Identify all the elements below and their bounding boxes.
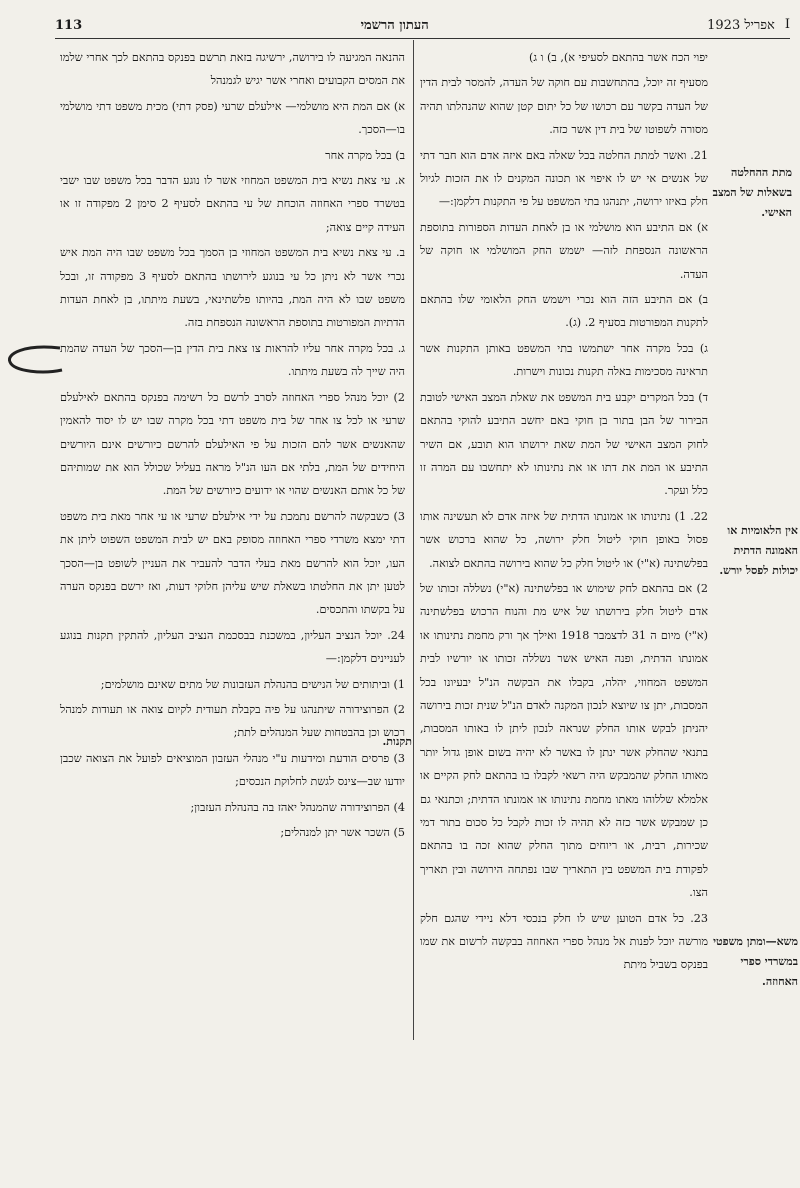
paragraph: ב. עי צאת נשיא בית המשפט המחוזי בן הסמך בכל משפט שבו היה המת איש נכרי אשר לא ניתן כל עי בנוגע לירושתו בהתאם לסעיף 3 מפקודה זו, ובכל משפט שבו לא היה המת, בהיותו פלשתינאי, בשעת מיתתו, בן לאחת העדות הדתיות המפורטות בתוספת הראשונה הנספחת בזה. (60, 246, 405, 330)
paragraph: 2) יוכל מנהל ספרי האחוזה לסרב לרשם כל רשימה בפנקס בהתאם לאילעלם שרעי או לכל צו אחר של בית משפט דתי בכל מקרה שבו יש לו יסוד להאמין שהאנשים אשר להם הזכות על פי האילעלם להרשם כיורשים אינם היורשים היחידים של המת, בלתי אם העו הנ"ל מראה בעליל שכולל הוא את שמותיהם של כל אותם האנשים שהוי או ידועים כיורשים של המת. (60, 390, 405, 498)
paragraph: 22. 1) נתינותו או אמונתו הדתית של איזה אדם לא תעשינה אותו פסול באופן חוקי ליטול חלק ירושה, כל שהוא ברכוש אשר בפלשתינה (א"י) או ליטול חלק כל שהוא בירושה בהתאם לצואה. (420, 509, 708, 570)
page-header (55, 14, 790, 36)
staple-mark-icon (4, 340, 64, 380)
header-date: אפריל 1923 (707, 18, 775, 33)
paragraph: ב) בכל מקרה אחר (325, 148, 405, 162)
sidenote-nationality-religion: אין הלאומיות או האמונה הדתית יכולות לפסל יורש. (719, 524, 798, 577)
paragraph: מסעיף זה יוכל, בהתחשבות עם חוקה של העדה, להמסר לבית הדין של העדה בקשר עם רכושו של כל יתום קטן שהוא שהנהלתו תהיה מסורה לשפוטו של בית דין אשר כזה. (420, 76, 708, 137)
header-journal-title: העתון הרשמי (360, 18, 429, 33)
paragraph: א) אם המת היא מושלמי— אילעלם שרעי (פסק דתי) מכית משפט דתי מושלמי בו—הסכך. (60, 99, 405, 137)
paragraph: ג) בכל מקרה אחר ישתמשו בתי המשפט באותן התקנות אשר תראינה מסכימות באלה תקנות נכונות וישרות. (420, 341, 708, 379)
paragraph: 24. יוכל הנציב העליון, במשכנת בבסכמת הנציב העליון, להתקין תקנות בנוגע לעניינים דלקמן:— (60, 628, 405, 666)
header-part: I (784, 17, 790, 32)
column-divider (413, 40, 414, 1040)
header-rule (55, 38, 790, 39)
right-column (420, 46, 708, 979)
paragraph: 1) וביתותים של הנישים בהנהלת העזבונות של מתים שאינם מושלמים; (100, 677, 405, 691)
sidenote-regulations: תקנות. (382, 735, 412, 748)
paragraph: ב) אם התיבע הזה הוא נכרי וישמש החק הלאומי שלו בהתאם לתקנות המפורטות בסעיף 2. (ג). (420, 293, 708, 330)
paragraph: 4) הפרוצידורה שהמנהל יאהז בה בהנהלת העזבון; (190, 800, 405, 814)
paragraph: 5) השכר אשר יתן למנהלים; (280, 826, 405, 839)
paragraph: 21. ואשר למתת החלטה בכל שאלה באם איזה אדם הוא חבר דתי של אנשים אי יש לו איפוי או תכונה המקנים לו את הזכות לגיול חלק באיזו ירושה, יתנהגו בתי המשפט על פי התקנות דלקמן:— (420, 148, 708, 209)
paragraph: 3) פרסים הודעת ומידעות ע"י מנהלי העזבון המוציאים לפועל את הצואה שכבן יודעו שב—צינס לגשת לחלוקת הנכסים; (60, 751, 405, 789)
paragraph: א. עי צאת נשיא בית המשפט המחוזי אשר לו נוגע הדבר בכל משפט שבו ישבי בטשרד ספרי האחוזה הוכחת של עי בהתאם לסעיף 2 סימן 2 מפקודה זו או העידה קיים צואה; (60, 174, 405, 234)
left-column (60, 46, 405, 846)
paragraph: ההנאה המגיעה לו בירושה, ירשיגה בזאת תרשם בפנקס בהתאם לכך אחרי שלמו את המסים הקבועים ואחרי אשר יגיש לגמנהל (60, 51, 405, 88)
paragraph: יפוי הכח אשר בהתאם לסעיפי א), ב) ו ג) (528, 51, 708, 64)
paragraph: 2) אם בהתאם לחק שימוש או בפלשתינה (א"י) נשללה זכותו של אדם ליטול חלק בירושתו של איש מת והנוח הרכוש בפלשתינה (א"י) מיום ה 31 לדצמבר 1918 ואילך אך ורק מחמת נתינותו או אמונתו הדתית, ופנה האיש אשר נשללה זכותו או יורשיו לבית המשפט המחוזי, יהלה, בקבלו את הבקשה הנ"ל יבעיונו בכל המסבות, יתן צו שיוצא לנכון המקנה לאדם הנ"ל שנית זכות בירושה יהניתן לבקש אותו החלק שנראה לנכון ליתן לו באותו המסבות, בתנאי שהחלק אשר ינתן לו באשר לא יהיה בשום אופן גדול יותר מאותו החלק שהמבקש היה רשאי לקבלו בו בהתאם לחק הקיים או אלמלא שללוהו מאתו מחמת נתינותו או אמונתו הדתית; וכתנאי גם כן שמבקש אשר כזה לא תהיה לו זכות לקבל כל סכום בתור דמי שכירות, רבית, או ריוחים מתוך החלק שהוא זכה בו בהתאם לפקודת בית המשפט בין התאריך שבו נפתחה הירושה ובין תאריך הצו. (420, 581, 708, 900)
paragraph: ד) בכל המקרים יקבע בית המשפט את שאלת המצב האישי לטובת הבירור של הבן בתור בן חוקי באם יחשב התיבע להוקי בהתאם לחוק המצב האישי של המת שאת ירושתו הוא תובע, אם השיר התיבע או המת את דתו או את נתינותו לא יתחשבו עם המרה זו כלל ועקר. (420, 390, 708, 498)
paragraph: 3) כשבקשה להרשם נתמכת על ידי אילעלם שרעי או עי אחר מאת בית משפט דתי ימצא משרדי ספרי האחוזה מסופק באם יש לבית המשפט השפוט ליתן את העו, יוכל הוא להרשם מאת בעלי הדבר להעביר את העניין לשופט בן—הסכך לטען יתן את החלטתו בשאלת שיש עליהן חלוקי דעות, ואז ירשם בפנקס הערה על בקשתו והתכסים. (60, 509, 405, 617)
paragraph: ג. בכל מקרה אחר עליו להראות צו צאת בית הדין בן—הסכך של העדה שהמת היה שייך לה בשעת מיתתו. (60, 341, 405, 379)
sidenote-personal-status: מתת ההחלטה בשאלות של המצב האישי. (712, 166, 792, 219)
paragraph: 23. כל אדם הטוען שיש לו חלק בנכסי דלא ניידי שהגם חלק מורשה יוכל לפנות אל מנהל ספרי האחוזה בבקשה לרשום את שמו בפנקס בשביל מיתת (420, 911, 708, 972)
paragraph: 2) הפרוצידורה שיתנהגו על פיה בקבלת תעודית לקיום צואה או תעודות למנהל רכוש וכן בהבטחות שעל המנהלים לתת; (60, 702, 405, 740)
paragraph: א) אם התיבע הוא מושלמי או בן לאחת העדות הספורות בתוספת הראשונה הנספחת לזה— ישמש החק המושלמי או חוקה של העדה. (420, 220, 708, 281)
header-page-number: 113 (55, 17, 83, 33)
header-right (707, 17, 790, 33)
sidenote-land-registry: משא—ומתן משפטי במשרדי ספרי האחוזה. (713, 935, 798, 988)
